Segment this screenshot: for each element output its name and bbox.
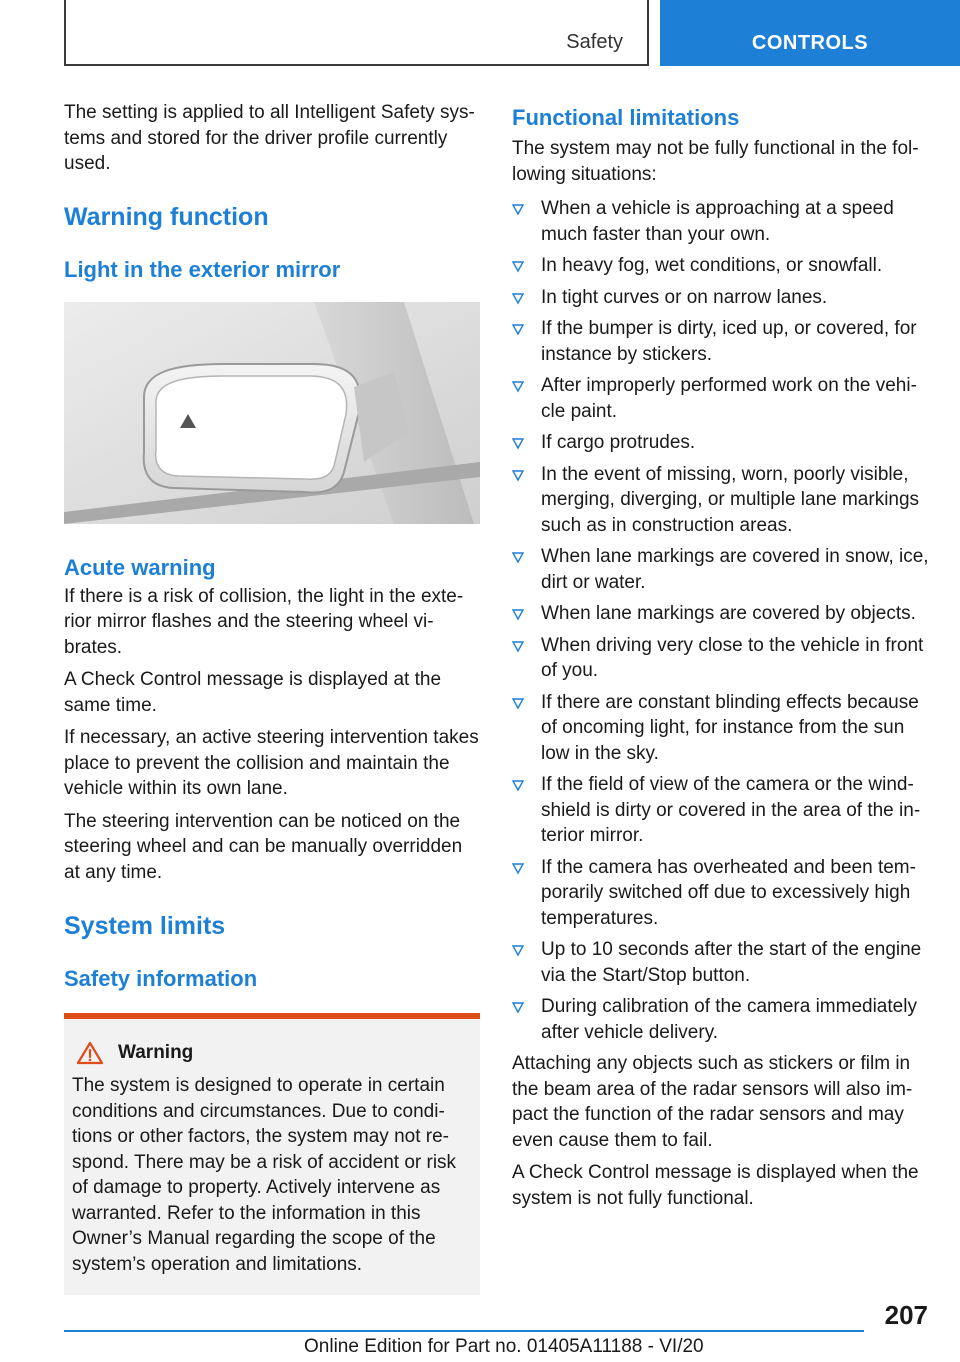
closing-paragraph: A Check Control message is displayed when the system is not fully functional.	[512, 1162, 919, 1209]
triangle-bullet-icon	[512, 780, 524, 792]
triangle-bullet-icon	[512, 552, 524, 564]
exterior-mirror-icon	[64, 302, 480, 524]
limitations-lead: The system may not be fully functional in the following situations:	[512, 138, 919, 185]
heading-warning-function: Warning function	[64, 202, 269, 231]
list-item: After improperly performed work on the vehicle paint.	[512, 373, 930, 424]
triangle-bullet-icon	[512, 641, 524, 653]
heading-acute-warning: Acute warning	[64, 554, 216, 580]
exterior-mirror-illustration	[64, 302, 480, 524]
intro-paragraph: The setting is applied to all Intelligent Safety systems and stored for the driver profile currently used.	[64, 102, 475, 174]
footer-divider	[64, 1330, 864, 1332]
list-item: If there are constant blinding effects because of oncoming light, for instance from the sun low in the sky.	[512, 690, 930, 767]
heading-functional-limitations: Functional limitations	[512, 105, 740, 130]
triangle-bullet-icon	[512, 945, 524, 957]
closing-paragraph: Attaching any objects such as stickers or film in the beam area of the radar sensors will also impact the function of the radar sensors and may even cause them to fail.	[512, 1053, 913, 1151]
limitations-list	[512, 196, 930, 1045]
acute-paragraph: A Check Control message is displayed at the same time.	[64, 669, 442, 716]
triangle-bullet-icon	[512, 381, 524, 393]
list-item: Up to 10 seconds after the start of the engine via the Start/Stop button.	[512, 937, 930, 988]
warning-text: The system is designed to operate in certain conditions and circumstances. Due to conditions or other factors, the system may not respond. There may be a risk of accident or risk of damage to property. Actively intervene as warranted. Refer to the information in this Owner’s Manual regarding the scope of the system’s operation and limitations.	[72, 1075, 457, 1275]
heading-safety-information: Safety information	[64, 966, 258, 991]
triangle-bullet-icon	[512, 470, 524, 482]
acute-paragraph: The steering intervention can be noticed on the steering wheel and can be manually overridden at any time.	[64, 810, 463, 883]
heading-system-limits: System limits	[64, 912, 226, 940]
triangle-bullet-icon	[512, 438, 524, 450]
list-item: In the event of missing, worn, poorly visible, merging, diverging, or multiple lane markings such as in construction areas.	[512, 462, 930, 539]
header-chapter-title: CONTROLS	[751, 32, 869, 54]
list-item: When a vehicle is approaching at a speed much faster than your own.	[512, 196, 930, 247]
list-item: If the bumper is dirty, iced up, or covered, for instance by stickers.	[512, 316, 930, 367]
acute-paragraph: If there is a risk of collision, the light in the exterior mirror flashes and the steering wheel vibrates.	[64, 585, 464, 658]
warning-title: Warning	[118, 1042, 194, 1063]
triangle-bullet-icon	[512, 1002, 524, 1014]
page-number: 207	[884, 1300, 928, 1330]
triangle-bullet-icon	[512, 261, 524, 273]
list-item: When lane markings are covered by objects.	[512, 601, 930, 627]
warning-header	[72, 1041, 470, 1065]
list-item: If the camera has overheated and been temporarily switched off due to excessively high temperatures.	[512, 855, 930, 932]
warning-box	[64, 1013, 480, 1295]
acute-paragraph: If necessary, an active steering intervention takes place to prevent the collision and maintain the vehicle within its own lane.	[64, 727, 479, 799]
right-column	[512, 100, 930, 1218]
triangle-bullet-icon	[512, 204, 524, 216]
list-item: During calibration of the camera immediately after vehicle delivery.	[512, 994, 930, 1045]
triangle-bullet-icon	[512, 698, 524, 710]
header-section-box	[64, 0, 649, 66]
triangle-bullet-icon	[512, 609, 524, 621]
list-item: When lane markings are covered in snow, ice, dirt or water.	[512, 544, 930, 595]
left-column	[64, 100, 480, 1295]
triangle-bullet-icon	[512, 863, 524, 875]
footer-edition: Online Edition for Part no. 01405A11188 - VI/20	[304, 1336, 704, 1357]
list-item: If cargo protrudes.	[512, 430, 930, 456]
heading-light-exterior-mirror: Light in the exterior mirror	[64, 256, 341, 282]
warning-triangle-icon	[76, 1041, 104, 1065]
header-chapter-tab	[660, 0, 960, 66]
header-section-title: Safety	[566, 31, 623, 53]
triangle-bullet-icon	[512, 324, 524, 336]
list-item: In heavy fog, wet conditions, or snowfall.	[512, 253, 930, 279]
list-item: If the field of view of the camera or the windshield is dirty or covered in the area of the interior mirror.	[512, 772, 930, 849]
triangle-bullet-icon	[512, 293, 524, 305]
list-item: In tight curves or on narrow lanes.	[512, 285, 930, 311]
list-item: When driving very close to the vehicle in front of you.	[512, 633, 930, 684]
